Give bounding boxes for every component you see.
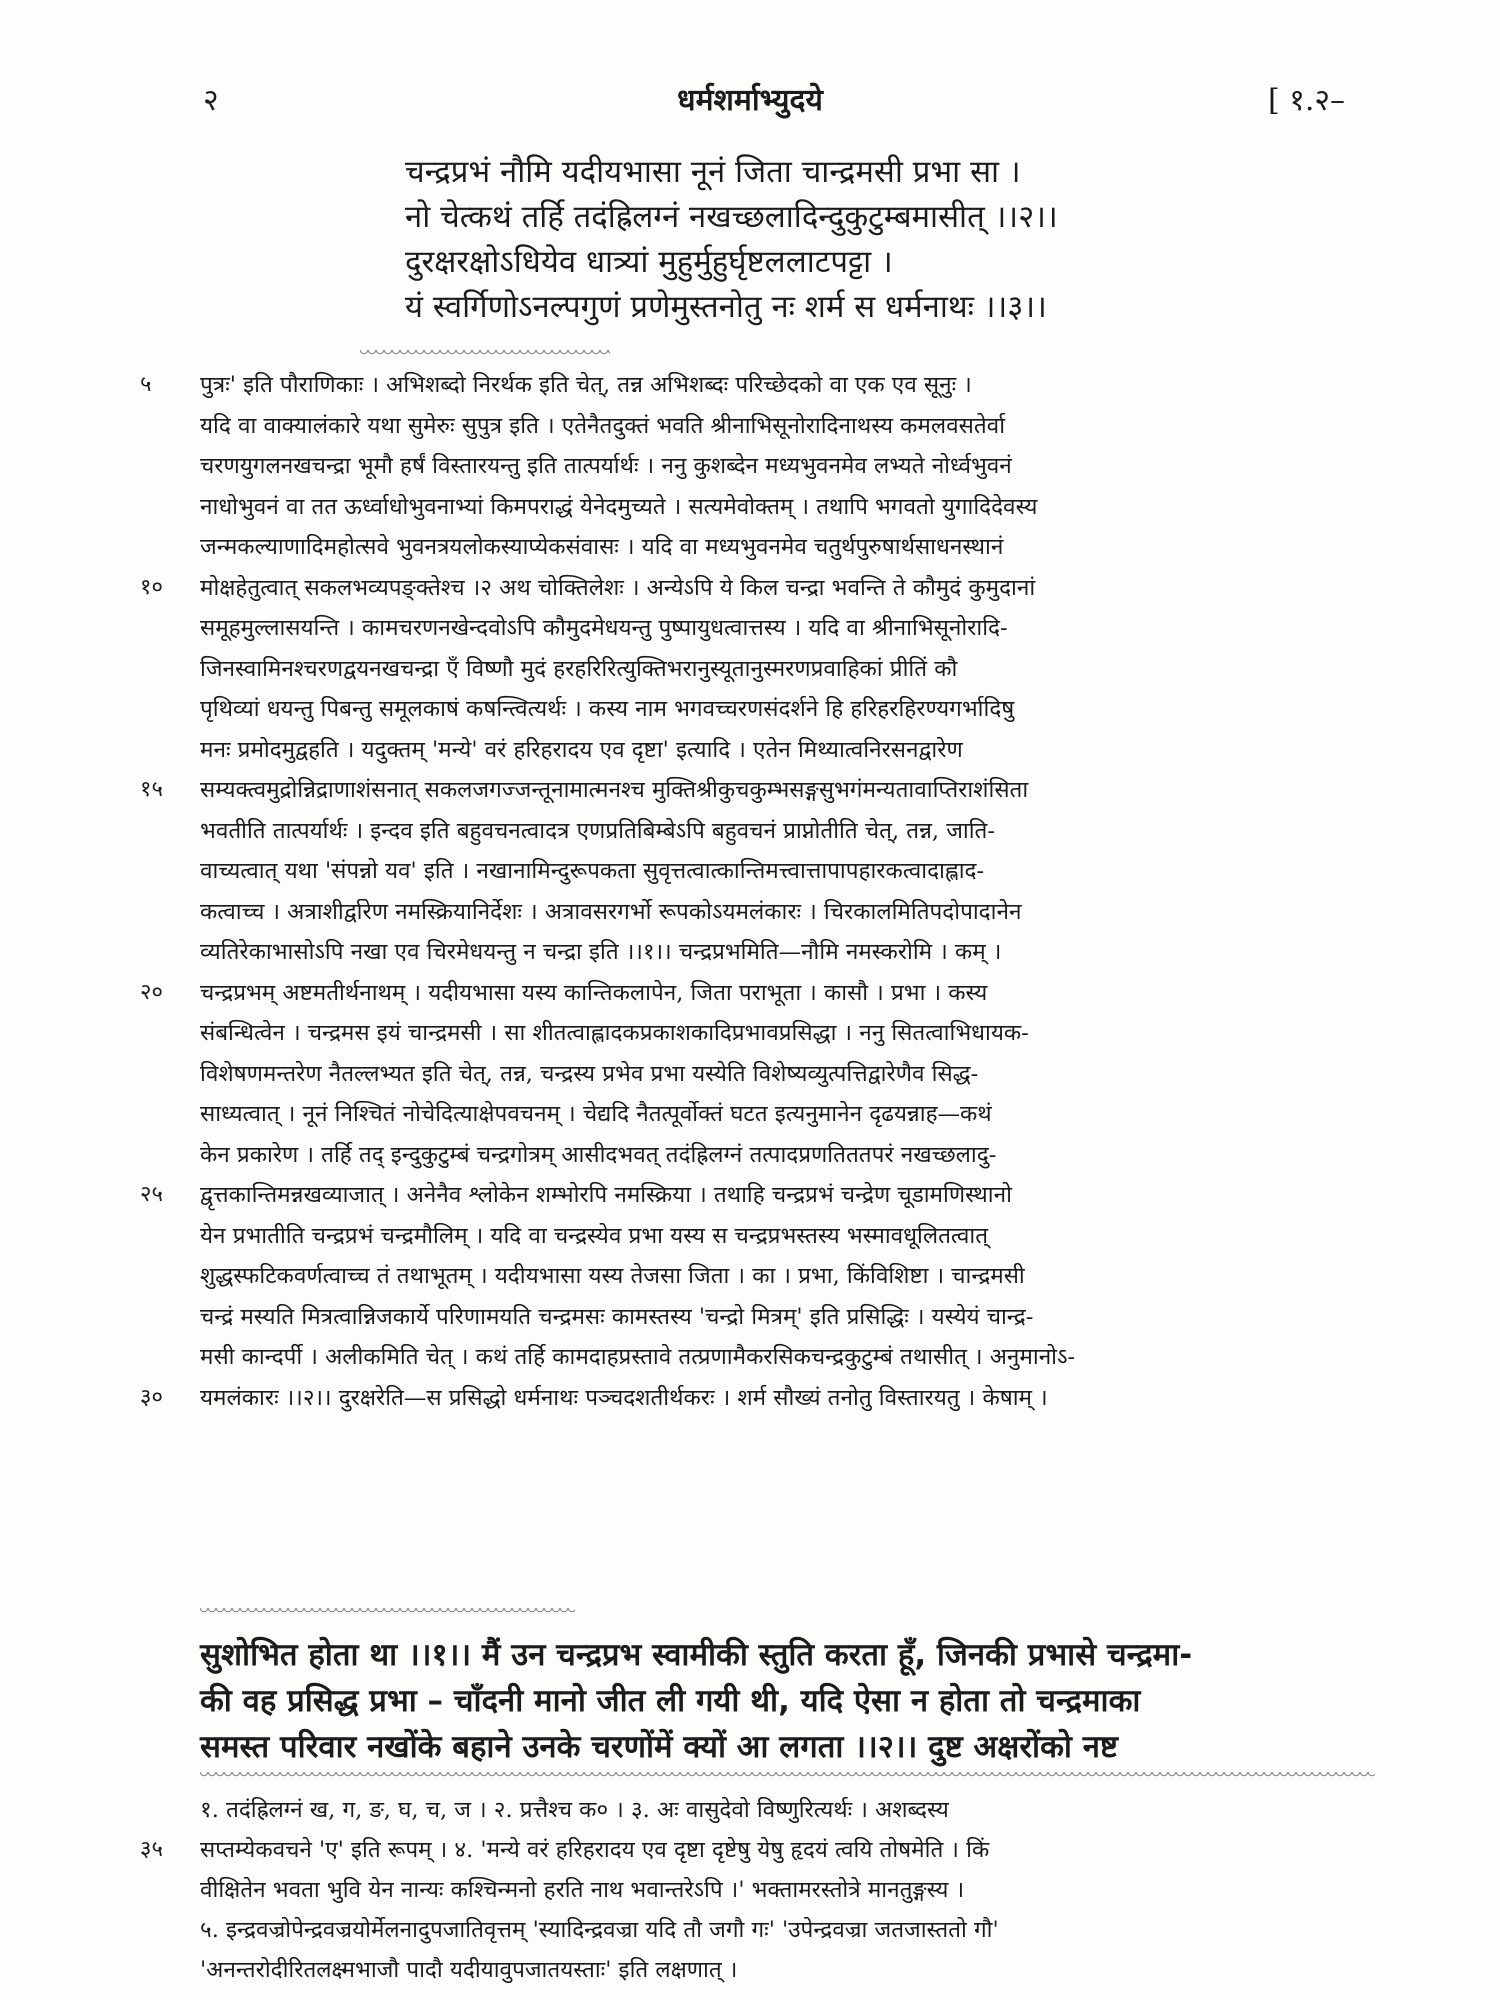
footnote-line (140, 1830, 1375, 1870)
commentary-line (200, 1297, 1375, 1338)
footnote-text: १. तदंह्रिलग्नं ख, ग, ङ, घ, च, ज । २. प्रत्तैश्च क० । ३. अः वासुदेवो विष्णुरित्यर्थः । अशब्दस्य (200, 1797, 949, 1823)
commentary-line (200, 1094, 1375, 1135)
commentary-line (200, 608, 1375, 649)
footnote-text: 'अनन्तरोदीरितलक्ष्मभाजौ पादौ यदीयावुपजातयस्ताः' इति लक्षणात् । (200, 1957, 738, 1983)
footnotes-block (140, 1790, 1375, 1990)
commentary-text: यदि वा वाक्यालंकारे यथा सुमेरुः सुपुत्र इति । एतेनैतदुक्तं भवति श्रीनाभिसूनोरादिनाथस्य कमलवसतेर्वा (200, 412, 1006, 439)
running-title: धर्मशर्माभ्युदये (677, 83, 823, 118)
commentary-text: समूहमुल्लासयन्ति । कामचरणनखेन्दवोऽपि कौमुदमेधयन्तु पुष्पायुधत्वात्तस्य । यदि वा श्रीनाभिसूनोरादि- (200, 615, 1008, 641)
commentary-text: विशेषणमन्तरेण नैतल्लभ्यत इति चेत्, तन्न, चन्द्रस्य प्रभेव प्रभा यस्येति विशेष्यव्युत्पत्तिद्वारेणैव सिद्ध- (200, 1060, 979, 1087)
page-header (0, 78, 1500, 118)
line-number: १० (140, 574, 163, 600)
commentary-text: चन्द्रप्रभम् अष्टमतीर्थनाथम् । यदीयभासा यस्य कान्तिकलापेन, जिता पराभूता । कासौ । प्रभा । कस्य (200, 979, 988, 1006)
commentary-text: जिनस्वामिनश्चरणद्वयनखचन्द्रा एँ विष्णौ मुदं हरहरिरित्युक्तिभरानुस्यूतानुस्मरणप्रवाहिकां प्रीतिं कौ (200, 655, 958, 682)
commentary-line (140, 568, 1375, 609)
commentary-text: साध्यत्वात् । नूनं निश्चितं नोचेदित्याक्षेपवचनम् । चेद्यदि नैतत्पूर्वोक्तं घटत इत्यनुमानेन दृढयन्नाह—कथं (200, 1101, 992, 1127)
commentary-line (200, 487, 1375, 528)
commentary-line (140, 365, 1375, 406)
page-number: २ (203, 83, 219, 118)
translation-line: सुशोभित होता था ।।१।। मैं उन चन्द्रप्रभ स्वामीकी स्तुति करता हूँ, जिनकी प्रभासे चन्द्रमा- (200, 1637, 1193, 1673)
commentary-text: येन प्रभातीति चन्द्रप्रभं चन्द्रमौलिम् । यदि वा चन्द्रस्येव प्रभा यस्य स चन्द्रप्रभस्तस्य भस्मावधूलितत्वात् (200, 1222, 989, 1249)
wavy-divider (200, 1772, 1375, 1782)
commentary-text: कत्वाच्च । अत्राशीर्द्वारेण नमस्क्रियानिर्देशः । अत्रावसरगर्भो रूपकोऽयमलंकारः । चिरकालमितिपदोपादानेन (200, 898, 1022, 925)
commentary-line (200, 1013, 1375, 1054)
wavy-divider (200, 1608, 575, 1618)
commentary-line (200, 446, 1375, 487)
commentary-text: मसी कान्दर्पी । अलीकमिति चेत् । कथं तर्हि कामदाहप्रस्तावे तत्प्रणामैकरसिकचन्द्रकुटुम्बं तथासीत् । अनुमानोऽ- (200, 1344, 1076, 1370)
commentary-text: चन्द्रं मस्यति मित्रत्वान्निजकार्ये परिणामयति चन्द्रमसः कामस्तस्य 'चन्द्रो मित्रम्' इति प्रसिद्धिः । यस्येयं चान्द्र- (200, 1303, 1034, 1330)
commentary-text: पृथिव्यां धयन्तु पिबन्तु समूलकाषं कषन्त्वित्यर्थः । कस्य नाम भगवच्चरणसंदर्शने हि हरिहरहिरण्यगर्भादिषु (200, 696, 1015, 722)
commentary-line (200, 730, 1375, 771)
commentary-line (200, 1256, 1375, 1297)
commentary-line (200, 892, 1375, 933)
commentary-line (200, 1216, 1375, 1257)
commentary-line (200, 689, 1375, 730)
verse-line: यं स्वर्गिणोऽनल्पगुणं प्रणेमुस्तनोतु नः शर्म स धर्मनाथः ।।३।। (405, 289, 1047, 325)
commentary-text: द्वृत्तकान्तिमन्नखव्याजात् । अनेनैव श्लोकेन शम्भोरपि नमस्क्रिया । तथाहि चन्द्रप्रभं चन्द्रेण चूडामणिस्थानो (200, 1182, 1012, 1208)
commentary-line (200, 406, 1375, 447)
verse-block (405, 150, 1435, 330)
verse-line: दुरक्षरक्षोऽधियेव धात्र्यां मुहुर्मुहुर्घृष्टललाटपट्टा । (405, 244, 893, 280)
footnote-line (200, 1790, 1375, 1830)
commentary-text: भवतीति तात्पर्यार्थः । इन्दव इति बहुवचनत्वादत्र एणप्रतिबिम्बेऽपि बहुवचनं प्राप्नोतीति चेत्, तन्न, जाति- (200, 817, 995, 844)
commentary-line (200, 1337, 1375, 1378)
commentary-text: सम्यक्त्वमुद्रोन्निद्राणाशंसनात् सकलजगज्जन्तूनामात्मनश्च मुक्तिश्रीकुचकुम्भसङ्गसुभगंमन्यतावाप्तिराशंसिता (200, 777, 1029, 803)
commentary-line (140, 770, 1375, 811)
commentary-line (200, 932, 1375, 973)
commentary-line (200, 527, 1375, 568)
verse-line: चन्द्रप्रभं नौमि यदीयभासा नूनं जिता चान्द्रमसी प्रभा सा । (405, 154, 1021, 190)
verse-line: नो चेत्कथं तर्हि तदंह्रिलग्नं नखच्छलादिन्दुकुटुम्बमासीत् ।।२।। (405, 199, 1058, 235)
commentary-line (200, 851, 1375, 892)
commentary-text: संबन्धित्वेन । चन्द्रमस इयं चान्द्रमसी । सा शीतत्वाह्लादकप्रकाशकादिप्रभावप्रसिद्धा । ननु सितत्वाभिधायक- (200, 1020, 1029, 1046)
footnote-line (200, 1870, 1375, 1910)
commentary-text: पुत्रः' इति पौराणिकाः । अभिशब्दो निरर्थक इति चेत्, तन्न अभिशब्दः परिच्छेदको वा एक एव सूनुः । (200, 372, 972, 398)
line-number: २० (140, 979, 163, 1005)
commentary-text: केन प्रकारेण । तर्हि तद् इन्दुकुटुम्बं चन्द्रगोत्रम् आसीदभवत् तदंह्रिलग्नं तत्पादप्रणतिततपरं नखच्छलादु- (200, 1141, 997, 1168)
commentary-line (200, 1054, 1375, 1095)
line-number: १५ (140, 777, 163, 802)
section-marker: [ १.२– (1268, 83, 1345, 118)
line-number: ३० (140, 1384, 163, 1410)
commentary-text: वाच्यत्वात् यथा 'संपन्नो यव' इति । नखानामिन्दुरूपकता सुवृत्तत्वात्कान्तिमत्त्वात्तापापहारकत्वादाह्लाद- (200, 858, 985, 884)
footnote-line (200, 1950, 1375, 1990)
footnote-line (200, 1910, 1375, 1950)
commentary-line (200, 649, 1375, 690)
line-number: २५ (140, 1182, 163, 1207)
commentary-line (140, 1378, 1375, 1419)
commentary-block (140, 365, 1375, 1418)
commentary-line (140, 973, 1375, 1014)
commentary-text: व्यतिरेकाभासोऽपि नखा एव चिरमेधयन्तु न चन्द्रा इति ।।१।। चन्द्रप्रभमिति—नौमि नमस्करोमि । कम् । (200, 939, 1002, 965)
wavy-divider (360, 350, 610, 360)
commentary-text: मोक्षहेतुत्वात् सकलभव्यपङ्क्तेश्च ।२ अथ चोक्तिलेशः । अन्येऽपि ये किल चन्द्रा भवन्ति ते कौमुदं कुमुदानां (200, 574, 1036, 601)
commentary-line (200, 811, 1375, 852)
commentary-text: मनः प्रमोदमुद्वहति । यदुक्तम् 'मन्ये' वरं हरिहरादय एव दृष्टा' इत्यादि । एतेन मिथ्यात्वनिरसनद्वारेण (200, 736, 963, 763)
commentary-line (140, 1175, 1375, 1216)
translation-line: समस्त परिवार नखोंके बहाने उनके चरणोंमें क्यों आ लगता ।।२।। दुष्ट अक्षरोंको नष्ट (200, 1729, 1119, 1765)
hindi-translation (200, 1632, 1375, 1770)
commentary-text: चरणयुगलनखचन्द्रा भूमौ हर्षं विस्तारयन्तु इति तात्पर्यार्थः । ननु कुशब्देन मध्यभुवनमेव लभ्यते नोर्ध्वभुवनं (200, 453, 1012, 479)
commentary-line (200, 1135, 1375, 1176)
line-number: ३५ (140, 1837, 163, 1862)
commentary-text: यमलंकारः ।।२।। दुरक्षरेति—स प्रसिद्धो धर्मनाथः पञ्चदशतीर्थकरः । शर्म सौख्यं तनोतु विस्तारयतु । केषाम् । (200, 1384, 1048, 1411)
footnote-text: वीक्षितेन भवता भुवि येन नान्यः कश्चिन्मनो हरति नाथ भवान्तरेऽपि ।' भक्तामरस्तोत्रे मानतुङ्गस्य । (200, 1877, 965, 1903)
commentary-text: नाधोभुवनं वा तत ऊर्ध्वाधोभुवनाभ्यां किमपराद्धं येनेदमुच्यते । सत्यमेवोक्तम् । तथापि भगवतो युगादिदेवस्य (200, 493, 1038, 520)
commentary-text: शुद्धस्फटिकवर्णत्वाच्च तं तथाभूतम् । यदीयभासा यस्य तेजसा जिता । का । प्रभा, किंविशिष्टा । चान्द्रमसी (200, 1263, 1025, 1289)
commentary-text: जन्मकल्याणादिमहोत्सवे भुवनत्रयलोकस्याप्येकसंवासः । यदि वा मध्यभुवनमेव चतुर्थपुरुषार्थसाधनस्थानं (200, 534, 1004, 560)
line-number: ५ (140, 372, 152, 397)
footnote-text: सप्तम्येकवचने 'ए' इति रूपम् । ४. 'मन्ये वरं हरिहरादय एव दृष्टा दृष्टेषु येषु हृदयं त्वयि तोषमेति । किं (200, 1837, 990, 1863)
translation-line: की वह प्रसिद्ध प्रभा – चाँदनी मानो जीत ली गयी थी, यदि ऐसा न होता तो चन्द्रमाका (200, 1683, 1141, 1719)
footnote-text: ५. इन्द्रवज्रोपेन्द्रवज्रयोर्मेलनादुपजातिवृत्तम् 'स्यादिन्द्रवज्रा यदि तौ जगौ गः' 'उपेन्द्रवज्रा जतजास्ततो गौ' (200, 1917, 999, 1943)
